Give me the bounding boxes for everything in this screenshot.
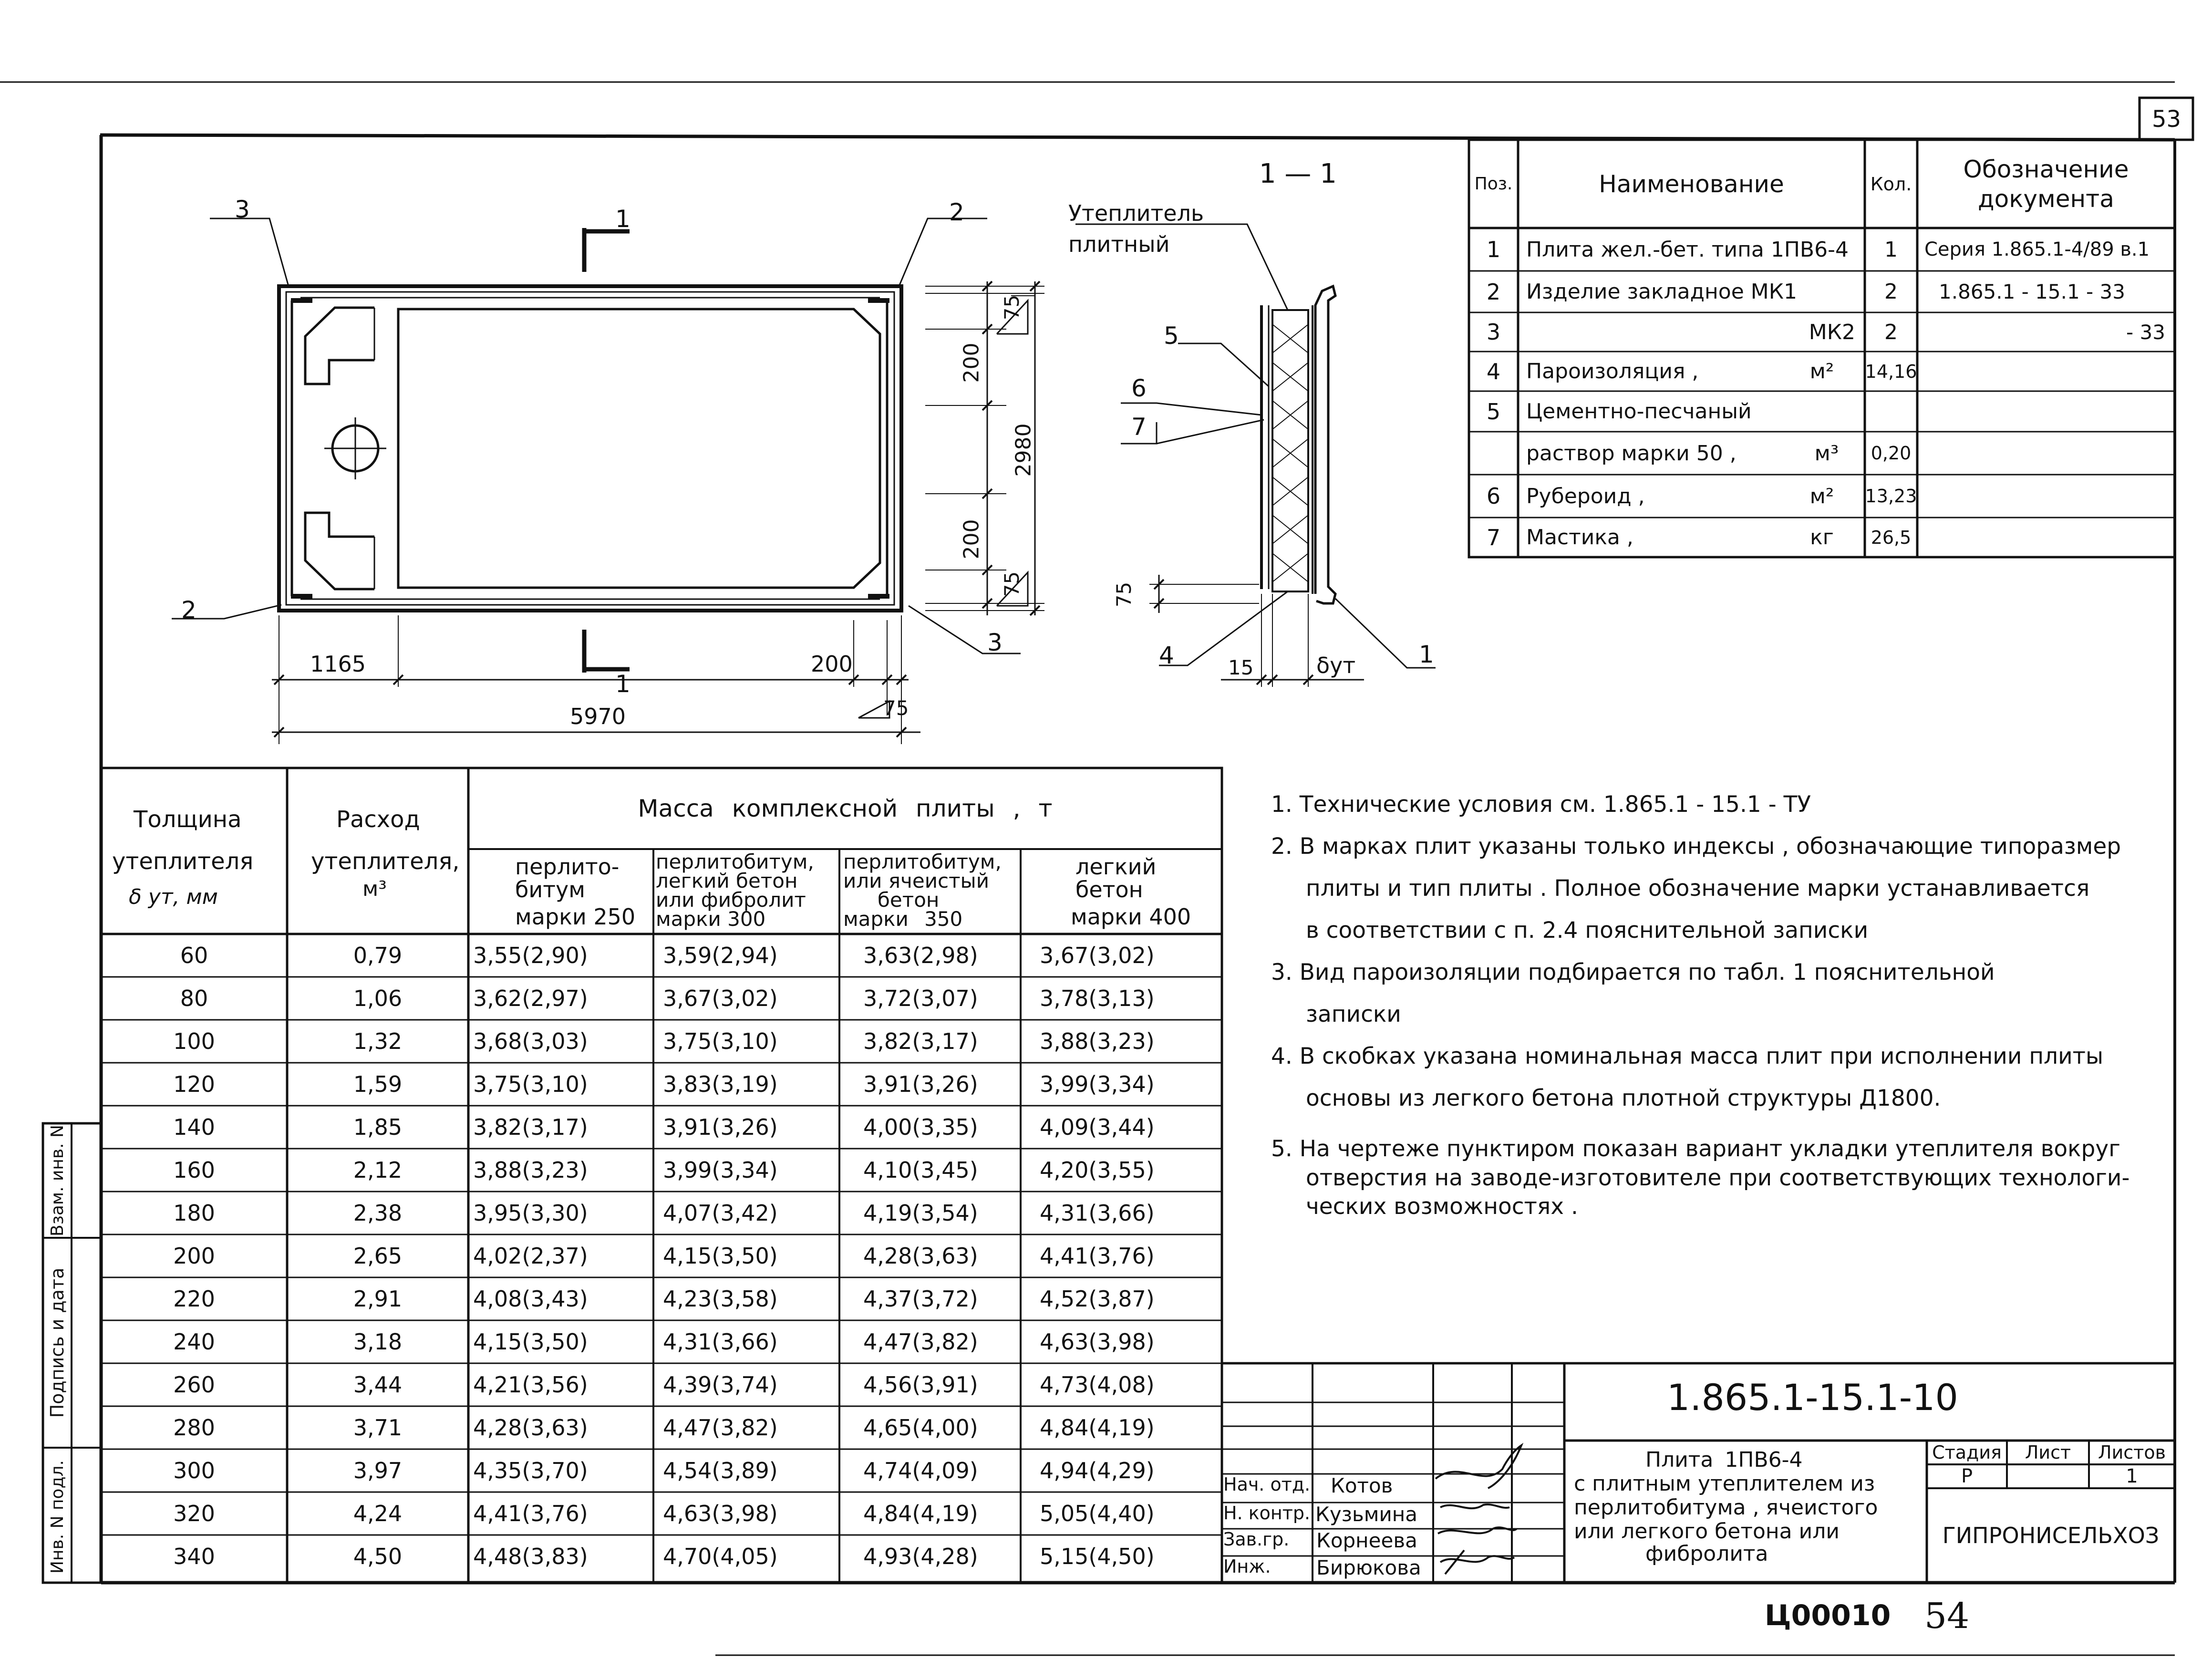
sub-header-350: бетон — [878, 888, 940, 912]
mass-400-cell: 4,20(3,55) — [1040, 1157, 1155, 1183]
thickness-cell: 280 — [173, 1415, 215, 1441]
spec-pos: 2 — [1486, 279, 1501, 305]
mass-250-cell: 3,55(2,90) — [473, 943, 588, 968]
thickness-cell: 100 — [173, 1028, 215, 1054]
spec-doc: - 33 — [2126, 320, 2165, 344]
mass-400-cell: 3,78(3,13) — [1040, 985, 1155, 1011]
spec-name: Мастика , — [1526, 525, 1633, 550]
spec-unit: м² — [1809, 359, 1834, 384]
mass-250-cell: 4,35(3,70) — [473, 1458, 588, 1483]
consumption-cell: 2,12 — [353, 1157, 403, 1183]
mass-300-cell: 3,67(3,02) — [663, 985, 778, 1011]
role-label: Зав.гр. — [1223, 1529, 1290, 1550]
thickness-cell: 260 — [173, 1372, 215, 1398]
thickness-cell: 300 — [173, 1458, 215, 1483]
mass-350-cell: 4,93(4,28) — [863, 1544, 978, 1569]
callout-6: 6 — [1131, 374, 1147, 402]
role-label: Н. контр. — [1223, 1503, 1311, 1524]
mass-300-cell: 4,07(3,42) — [663, 1200, 778, 1226]
mass-400-cell: 4,84(4,19) — [1040, 1415, 1155, 1441]
top-page-number: 53 — [2152, 106, 2181, 133]
sheets-header: Листов — [2098, 1442, 2166, 1463]
mass-300-cell: 4,23(3,58) — [663, 1286, 778, 1312]
thickness-cell: 80 — [180, 985, 208, 1011]
title-line: фибролита — [1645, 1542, 1768, 1566]
thickness-cell: 120 — [173, 1071, 215, 1097]
spec-name: Цементно-песчаный — [1526, 399, 1752, 424]
mass-300-cell: 4,39(3,74) — [663, 1372, 778, 1398]
mass-300-cell: 3,83(3,19) — [663, 1071, 778, 1097]
mass-350-cell: 3,82(3,17) — [863, 1028, 978, 1054]
sub-header-300: или фибролит — [656, 888, 806, 912]
thickness-cell: 240 — [173, 1329, 215, 1355]
mass-350-cell: 3,91(3,26) — [863, 1071, 978, 1097]
mass-350-cell: 3,72(3,07) — [863, 985, 978, 1011]
consumption-header-3: м³ — [362, 877, 387, 901]
consumption-cell: 4,50 — [353, 1544, 403, 1569]
mass-250-cell: 4,21(3,56) — [473, 1372, 588, 1398]
mass-400-cell: 5,05(4,40) — [1040, 1501, 1155, 1526]
dim-75-bottom: 75 — [1000, 571, 1024, 597]
mass-400-cell: 4,09(3,44) — [1040, 1114, 1155, 1140]
mass-300-cell: 3,59(2,94) — [663, 943, 778, 968]
consumption-header-2: утеплителя, — [311, 848, 460, 875]
spec-doc: Серия 1.865.1-4/89 в.1 — [1924, 238, 2150, 260]
title-line: перлитобитума , ячеистого — [1574, 1495, 1878, 1520]
person-name: Котов — [1331, 1474, 1393, 1497]
sub-header-300: легкий бетон — [656, 869, 798, 892]
consumption-cell: 4,24 — [353, 1501, 403, 1526]
mass-350-cell: 4,00(3,35) — [863, 1114, 978, 1140]
spec-name: Изделие закладное МК1 — [1526, 280, 1797, 304]
thickness-cell: 320 — [173, 1501, 215, 1526]
mass-300-cell: 4,63(3,98) — [663, 1501, 778, 1526]
mass-350-cell: 4,37(3,72) — [863, 1286, 978, 1312]
person-name: Корнеева — [1316, 1529, 1417, 1552]
sheets-value: 1 — [2126, 1465, 2138, 1487]
mass-400-cell: 3,67(3,02) — [1040, 943, 1155, 968]
consumption-cell: 1,85 — [353, 1114, 403, 1140]
spec-qty: 2 — [1884, 280, 1898, 304]
title-line: или легкого бетона или — [1574, 1519, 1840, 1544]
thickness-cell: 140 — [173, 1114, 215, 1140]
spec-pos: 5 — [1486, 398, 1501, 425]
stamp-podpis: Подпись и дата — [47, 1267, 68, 1418]
bottom-page-number: 54 — [1924, 1596, 1970, 1637]
callout-3-top: 3 — [235, 196, 250, 223]
spec-qty: 14,16 — [1865, 361, 1917, 382]
stage-header: Стадия — [1932, 1442, 2002, 1463]
consumption-cell: 1,59 — [353, 1071, 403, 1097]
mass-300-cell: 3,99(3,34) — [663, 1157, 778, 1183]
title-line: с плитным утеплителем из — [1574, 1472, 1875, 1496]
note-line: основы из легкого бетона плотной структуры Д1800. — [1306, 1085, 1941, 1111]
stamp-inv-podl: Инв. N подл. — [47, 1460, 67, 1574]
mass-300-cell: 4,15(3,50) — [663, 1243, 778, 1269]
mass-350-cell: 4,56(3,91) — [863, 1372, 978, 1398]
thickness-header-2: утеплителя — [112, 848, 254, 875]
mass-400-cell: 4,94(4,29) — [1040, 1458, 1155, 1483]
mass-400-cell: 4,31(3,66) — [1040, 1200, 1155, 1226]
dim-15: 15 — [1228, 656, 1254, 679]
callout-7: 7 — [1131, 413, 1147, 441]
mass-250-cell: 4,28(3,63) — [473, 1415, 588, 1441]
mass-header: Масса комплексной плиты , т — [638, 795, 1053, 822]
spec-header-doc: Обозначение документа — [1963, 155, 2129, 213]
mass-400-cell: 4,63(3,98) — [1040, 1329, 1155, 1355]
mass-350-cell: 4,47(3,82) — [863, 1329, 978, 1355]
section-mark-bottom: 1 — [615, 670, 631, 698]
spec-name: Плита жел.-бет. типа 1ПВ6-4 — [1526, 237, 1849, 262]
mass-300-cell: 4,54(3,89) — [663, 1458, 778, 1483]
sub-header-250: битум — [515, 877, 585, 902]
mass-300-cell: 4,31(3,66) — [663, 1329, 778, 1355]
dim-75-horizontal: 75 — [883, 696, 909, 720]
thickness-cell: 180 — [173, 1200, 215, 1226]
sub-header-350: перлитобитум, — [843, 850, 1002, 873]
spec-doc: 1.865.1 - 15.1 - 33 — [1939, 280, 2125, 303]
note-line: в соответствии с п. 2.4 пояснительной записки — [1306, 917, 1869, 944]
spec-pos: 6 — [1486, 483, 1501, 509]
sub-header-250: перлито- — [515, 854, 620, 880]
spec-pos: 3 — [1486, 319, 1501, 345]
mass-350-cell: 4,28(3,63) — [863, 1243, 978, 1269]
sub-header-400: бетон — [1075, 877, 1143, 902]
section-mark-top: 1 — [615, 205, 631, 233]
thickness-cell: 200 — [173, 1243, 215, 1269]
archive-code: Ц00010 — [1765, 1599, 1891, 1632]
consumption-cell: 2,65 — [353, 1243, 403, 1269]
doc-code: 1.865.1-15.1-10 — [1667, 1376, 1958, 1419]
mass-250-cell: 4,48(3,83) — [473, 1544, 588, 1569]
consumption-header-1: Расход — [336, 806, 420, 833]
stage-value: Р — [1961, 1465, 1973, 1487]
mass-250-cell: 3,75(3,10) — [473, 1071, 588, 1097]
mass-350-cell: 4,65(4,00) — [863, 1415, 978, 1441]
consumption-cell: 3,18 — [353, 1329, 403, 1355]
insulation-label-1: Утеплитель — [1068, 200, 1204, 226]
spec-unit: м³ — [1814, 441, 1839, 466]
callout-4: 4 — [1159, 642, 1174, 669]
spec-pos: 1 — [1486, 237, 1501, 262]
callout-5: 5 — [1164, 322, 1179, 350]
mass-350-cell: 4,10(3,45) — [863, 1157, 978, 1183]
mass-250-cell: 4,15(3,50) — [473, 1329, 588, 1355]
person-name: Кузьмина — [1315, 1503, 1417, 1526]
thickness-cell: 60 — [180, 943, 208, 968]
mass-400-cell: 5,15(4,50) — [1040, 1544, 1155, 1569]
consumption-cell: 3,71 — [353, 1415, 403, 1441]
note-line: ческих возможностях . — [1306, 1193, 1578, 1220]
mass-400-cell: 3,99(3,34) — [1040, 1071, 1155, 1097]
mass-300-cell: 3,75(3,10) — [663, 1028, 778, 1054]
sheet-header: Лист — [2025, 1442, 2071, 1463]
mass-350-cell: 4,84(4,19) — [863, 1501, 978, 1526]
note-line: 1. Технические условия см. 1.865.1 - 15.1 - ТУ — [1271, 791, 1811, 818]
title-line: Плита 1ПВ6-4 — [1645, 1448, 1803, 1472]
callout-3-bottom: 3 — [987, 629, 1003, 656]
mass-400-cell: 3,88(3,23) — [1040, 1028, 1155, 1054]
sub-header-300: марки 300 — [656, 907, 766, 931]
spec-pos: 7 — [1486, 524, 1501, 550]
mass-300-cell: 3,91(3,26) — [663, 1114, 778, 1140]
spec-qty: 13,23 — [1865, 486, 1917, 507]
spec-name: Пароизоляция , — [1526, 359, 1699, 384]
spec-header-qty: Кол. — [1870, 173, 1912, 195]
consumption-cell: 1,06 — [353, 985, 403, 1011]
mass-300-cell: 4,70(4,05) — [663, 1544, 778, 1569]
thickness-cell: 220 — [173, 1286, 215, 1312]
mass-350-cell: 3,63(2,98) — [863, 943, 978, 968]
mass-400-cell: 4,73(4,08) — [1040, 1372, 1155, 1398]
mass-250-cell: 3,82(3,17) — [473, 1114, 588, 1140]
dim-1165: 1165 — [310, 651, 366, 677]
dim-200-horizontal: 200 — [811, 651, 853, 677]
mass-300-cell: 4,47(3,82) — [663, 1415, 778, 1441]
note-line: 2. В марках плит указаны только индексы , обозначающие типоразмер — [1271, 833, 2121, 860]
note-line: отверстия на заводе-изготовителе при соответствующих технологи- — [1306, 1165, 2130, 1191]
spec-header-pos: Поз. — [1474, 174, 1513, 194]
sub-header-400: легкий — [1075, 854, 1157, 880]
thickness-header-1: Толщина — [134, 806, 242, 833]
mass-250-cell: 3,95(3,30) — [473, 1200, 588, 1226]
dim-delta: δут — [1316, 653, 1356, 678]
consumption-cell: 2,38 — [353, 1200, 403, 1226]
note-line: 3. Вид пароизоляции подбирается по табл. 1 пояснительной — [1271, 959, 1995, 985]
mass-250-cell: 4,41(3,76) — [473, 1501, 588, 1526]
consumption-cell: 3,97 — [353, 1458, 403, 1483]
spec-header-name: Наименование — [1599, 170, 1784, 198]
sheet-value — [2007, 1464, 2089, 1488]
thickness-cell: 340 — [173, 1544, 215, 1569]
person-name: Бирюкова — [1316, 1556, 1421, 1579]
mass-400-cell: 4,52(3,87) — [1040, 1286, 1155, 1312]
mass-350-cell: 4,19(3,54) — [863, 1200, 978, 1226]
note-line: записки — [1306, 1001, 1401, 1027]
mass-250-cell: 4,02(2,37) — [473, 1243, 588, 1269]
stamp-vzam: Взам. инв. N — [47, 1125, 67, 1236]
callout-1: 1 — [1419, 641, 1434, 668]
mass-250-cell: 3,88(3,23) — [473, 1157, 588, 1183]
section-title: 1 — 1 — [1259, 158, 1337, 189]
sub-header-350: или ячеистый — [843, 869, 990, 892]
dim-2980: 2980 — [1011, 423, 1036, 477]
callout-2-top: 2 — [949, 198, 964, 226]
consumption-cell: 3,44 — [353, 1372, 403, 1398]
spec-qty: 2 — [1884, 320, 1898, 344]
role-label: Инж. — [1223, 1556, 1271, 1577]
thickness-cell: 160 — [173, 1157, 215, 1183]
spec-name: раствор марки 50 , — [1526, 441, 1737, 466]
dim-200-top: 200 — [959, 342, 984, 383]
mass-400-cell: 4,41(3,76) — [1040, 1243, 1155, 1269]
spec-pos: 4 — [1486, 358, 1501, 384]
note-line: 5. На чертеже пунктиром показан вариант укладки утеплителя вокруг — [1271, 1136, 2120, 1162]
mass-250-cell: 3,62(2,97) — [473, 985, 588, 1011]
mass-250-cell: 3,68(3,03) — [473, 1028, 588, 1054]
note-line: 4. В скобках указана номинальная масса плит при исполнении плиты — [1271, 1043, 2104, 1069]
note-line: плиты и тип плиты . Полное обозначение марки устанавливается — [1306, 875, 2090, 902]
consumption-cell: 1,32 — [353, 1028, 403, 1054]
spec-qty: 26,5 — [1871, 527, 1912, 548]
spec-qty: 0,20 — [1871, 443, 1912, 464]
sub-header-350: марки 350 — [843, 907, 963, 931]
dim-75-section: 75 — [1112, 581, 1136, 608]
dim-75-top: 75 — [1000, 294, 1024, 321]
sub-header-300: перлитобитум, — [656, 850, 814, 873]
callout-2-bottom: 2 — [181, 596, 196, 624]
dim-200-bottom: 200 — [959, 519, 984, 560]
organization: ГИПРОНИСЕЛЬХОЗ — [1942, 1523, 2160, 1548]
thickness-header-3: δ ут, мм — [129, 885, 218, 909]
spec-name: МК2 — [1809, 320, 1855, 344]
mass-250-cell: 4,08(3,43) — [473, 1286, 588, 1312]
spec-unit: кг — [1810, 525, 1834, 550]
sub-header-400: марки 400 — [1071, 904, 1191, 930]
sub-header-250: марки 250 — [515, 904, 636, 930]
spec-qty: 1 — [1884, 237, 1898, 262]
role-label: Нач. отд. — [1223, 1474, 1311, 1495]
insulation-label-2: плитный — [1068, 231, 1170, 257]
mass-350-cell: 4,74(4,09) — [863, 1458, 978, 1483]
dim-5970: 5970 — [570, 704, 626, 729]
spec-name: Рубероид , — [1526, 484, 1645, 508]
spec-unit: м² — [1809, 484, 1834, 508]
consumption-cell: 2,91 — [353, 1286, 403, 1312]
consumption-cell: 0,79 — [353, 943, 403, 968]
